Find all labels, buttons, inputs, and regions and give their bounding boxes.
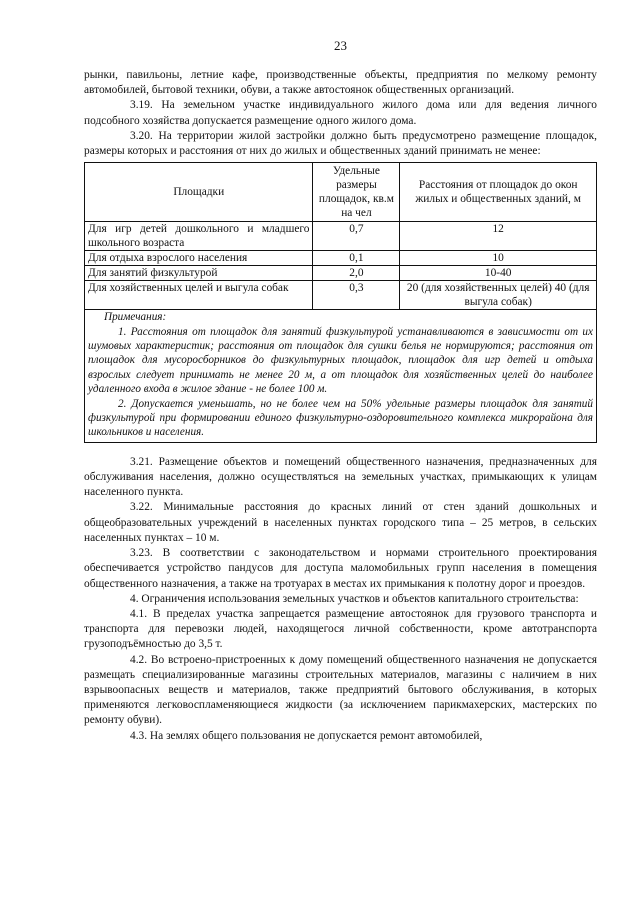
paragraph-4-1: 4.1. В пределах участка запрещается размещение автостоянок для грузового транспорта и транспорта для перевозки людей, находящегося личной собственности, кроме автотранспорта грузоподъёмностью до 3,5 т. (84, 607, 597, 651)
paragraph-intro-fragment: рынки, павильоны, летние кафе, производственные объекты, предприятия по мелкому ремонту автомобилей, бытовой техники, обуви, а также автостоянок общественных организаций. (84, 69, 597, 97)
table-cell-distance: 10 (400, 251, 597, 266)
table-row (85, 281, 597, 310)
table-cell-size: 0,1 (313, 251, 400, 266)
table-cell-name: Для отдыха взрослого населения (85, 251, 313, 266)
table-header-cell: Расстояния от площадок до окон жилых и общественных зданий, м (400, 163, 597, 222)
table-row (85, 266, 597, 281)
notes-title: Примечания: (104, 311, 167, 324)
note-2: 2. Допускается уменьшать, но не более чем на 50% удельные размеры площадок для занятий физкультурой при формировании единого физкультурно-оздоровительного комплекса микрорайона для школьников и населения. (88, 397, 593, 439)
paragraph-4-3: 4.3. На землях общего пользования не допускается ремонт автомобилей, (130, 729, 483, 742)
table-header-cell: Удельные размеры площадок, кв.м на чел (313, 163, 400, 222)
table-cell-distance: 10-40 (400, 266, 597, 281)
table-cell-name: Для занятий физкультурой (85, 266, 313, 281)
page-number: 23 (334, 38, 347, 53)
table-cell-size: 0,7 (313, 222, 400, 251)
paragraph-4: 4. Ограничения использования земельных участков и объектов капитального строительства: (130, 592, 579, 605)
table-header-cell: Площадки (85, 163, 313, 222)
table-notes-cell (85, 310, 597, 443)
table-cell-name: Для хозяйственных целей и выгула собак (85, 281, 313, 310)
table-cell-size: 2,0 (313, 266, 400, 281)
table-cell-distance: 20 (для хозяйственных целей) 40 (для выгула собак) (400, 281, 597, 310)
table-cell-size: 0,3 (313, 281, 400, 310)
playgrounds-table (84, 162, 597, 443)
table-row (85, 222, 597, 251)
table-header-row (85, 163, 597, 222)
paragraph-3-20: 3.20. На территории жилой застройки должно быть предусмотрено размещение площадок, размеры которых и расстояния от них до жилых и общественных зданий принимать не менее: (84, 129, 597, 158)
paragraph-3-22: 3.22. Минимальные расстояния до красных линий от стен зданий дошкольных и общеобразовательных учреждений в населенных пунктах городского типа – 25 метров, в сельских населенных пунктах – 10 м. (84, 501, 597, 544)
paragraph-3-19: 3.19. На земельном участке индивидуального жилого дома или для ведения личного подсобного хозяйства допускается размещение одного жилого дома. (84, 99, 597, 127)
note-1: 1. Расстояния от площадок для занятий физкультурой устанавливаются в зависимости от их шумовых характеристик; расстояния от площадок для сушки белья не нормируются; расстояния от площадок для мусоросборников до физкультурных площадок, площадок для игр детей и отдыха взрослых следует принимать не менее 20 м, а от площадок для хозяйственных целей до наиболее удаленного входа в жилое здание - не более 100 м. (88, 325, 593, 396)
table-cell-distance: 12 (400, 222, 597, 251)
paragraph-4-2: 4.2. Во встроено-пристроенных к дому помещений общественного назначения не допускается размещать специализированные магазины строительных материалов, магазины с наличием в них взрывоопасных веществ и материалов, также предприятий бытового обслуживания, в которых применяются легковоспламеняющиеся жидкости (за исключением парикмахерских, мастерских по ремонту обуви). (84, 653, 597, 727)
paragraph-3-23: 3.23. В соответствии с законодательством и нормами строительного проектирования обеспечивается устройство пандусов для доступа маломобильных групп населения в помещения общественного назначения, а также на тротуарах в местах их примыкания к полотну дорог и проездов. (84, 547, 597, 590)
paragraph-3-21: 3.21. Размещение объектов и помещений общественного назначения, предназначенных для обслуживания населения, должно осуществляться на земельных участках, примыкающих к улицам населенного пункта. (84, 455, 597, 499)
table-notes-row (85, 310, 597, 443)
table-row (85, 251, 597, 266)
table-cell-name: Для игр детей дошкольного и младшего школьного возраста (85, 222, 313, 251)
document-page (84, 38, 597, 744)
